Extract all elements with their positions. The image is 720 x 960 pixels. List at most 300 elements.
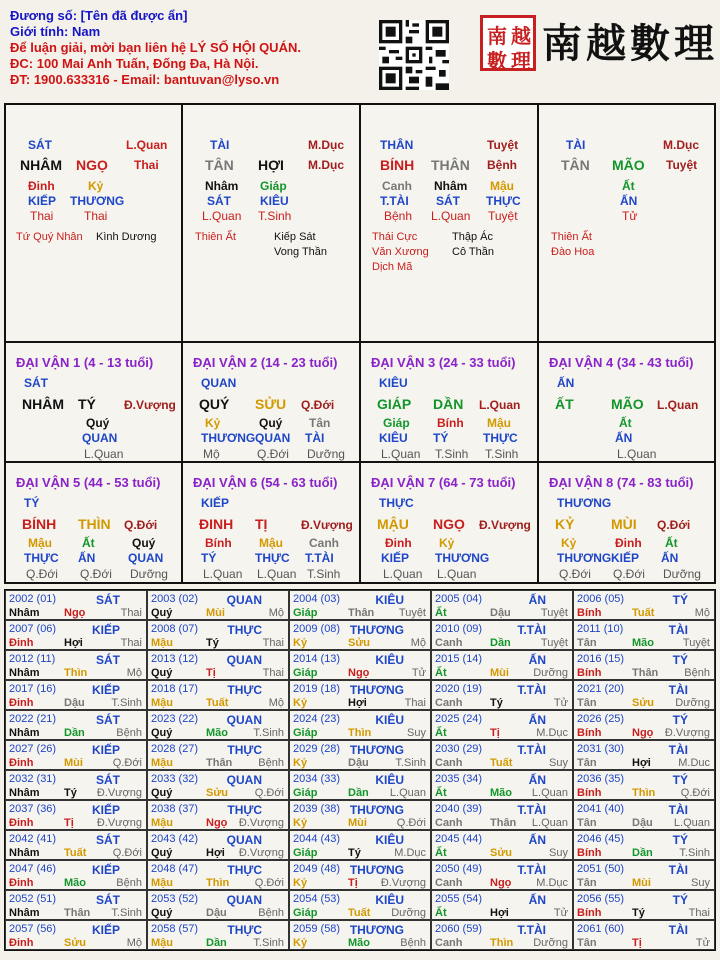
dai-van-title: ĐẠI VẬN 1 (4 - 13 tuổi) (16, 355, 154, 370)
year-chi: Dần (206, 937, 227, 949)
dai-van-thap-than: KIÊU (379, 376, 408, 390)
dai-van-hidden-stem: Quý (259, 416, 283, 430)
year-cell (431, 590, 573, 620)
year-cell (573, 920, 715, 950)
year-thap-than: T.TÀI (517, 623, 546, 637)
year-can: Mậu (151, 817, 173, 829)
year-can: Đinh (9, 697, 34, 709)
year-truong-sinh: Mộ (126, 937, 142, 949)
year-thap-than: KIẾP (91, 683, 120, 697)
year-thap-than: QUAN (226, 773, 262, 787)
year-can: Giáp (293, 787, 318, 799)
dai-van-hidden-star: ẤN (615, 431, 633, 445)
year-label: 2003 (02) (151, 593, 199, 605)
dai-van-hidden-star: T.TÀI (305, 551, 334, 565)
year-thap-than: KIÊU (375, 593, 404, 607)
year-label: 2052 (51) (9, 893, 57, 905)
year-truong-sinh: L.Quan (531, 817, 568, 829)
year-cell (431, 890, 573, 920)
year-thap-than: ẤN (528, 593, 546, 607)
dai-van-thap-than: THƯƠNG (557, 496, 612, 510)
year-thap-than: TÝ (672, 713, 688, 727)
year-truong-sinh: Bệnh (258, 907, 284, 919)
year-thap-than: TÝ (672, 773, 688, 787)
year-cell (5, 890, 147, 920)
pillar-can: BÍNH (380, 157, 415, 173)
year-chi: Mùi (348, 817, 367, 829)
year-cell (573, 830, 715, 860)
pillar-chi: THÂN (431, 157, 470, 173)
year-can: Mậu (151, 757, 173, 769)
year-cell (289, 860, 431, 890)
dai-van-hidden-stage: T.Sinh (307, 567, 341, 581)
year-label: 2035 (34) (435, 773, 483, 785)
year-chi: Sửu (490, 847, 513, 859)
year-chi: Thân (348, 607, 375, 619)
pillar-thap-than: TÀI (210, 138, 230, 152)
dai-van-hidden-stem: Canh (309, 536, 339, 550)
year-chi: Tị (64, 817, 74, 829)
shen-sha: Tứ Quý Nhân (16, 231, 83, 243)
year-can: Đinh (9, 637, 34, 649)
hidden-stem: Giáp (260, 179, 287, 193)
year-thap-than: TÝ (672, 653, 688, 667)
year-label: 2049 (48) (293, 863, 341, 875)
dai-van-hidden-stage: T.Sinh (485, 447, 519, 461)
year-truong-sinh: Đ.Vượng (380, 877, 426, 889)
year-can: Quý (151, 847, 173, 859)
year-thap-than: SÁT (96, 653, 120, 667)
hidden-star: SÁT (207, 194, 231, 208)
dai-van-can: ẤT (555, 396, 574, 412)
dai-van-title: ĐẠI VẬN 6 (54 - 63 tuổi) (193, 475, 338, 490)
hidden-star: THỰC (486, 194, 521, 208)
year-can: Đinh (9, 757, 34, 769)
year-can: Quý (151, 607, 173, 619)
year-label: 2020 (19) (435, 683, 483, 695)
dai-van-hidden-stem: Bính (437, 416, 464, 430)
year-chi: Ngọ (632, 727, 654, 739)
hidden-stage: T.Sinh (258, 209, 292, 223)
year-cell (431, 650, 573, 680)
year-chi: Tuất (490, 757, 513, 769)
year-chi: Dậu (206, 907, 227, 919)
year-chi: Dậu (64, 697, 85, 709)
hidden-star: ẤN (620, 194, 638, 208)
pillar-can: TÂN (561, 157, 590, 173)
dai-van-hidden-stem: Mậu (487, 416, 511, 430)
year-chi: Thìn (206, 877, 230, 889)
year-label: 2041 (40) (577, 803, 625, 815)
year-truong-sinh: Tử (695, 937, 710, 949)
hidden-stem: Nhâm (205, 179, 239, 193)
year-truong-sinh: Q.Đới (112, 757, 142, 769)
year-label: 2046 (45) (577, 833, 625, 845)
dai-van-title: ĐẠI VẬN 5 (44 - 53 tuổi) (16, 475, 161, 490)
year-label: 2059 (58) (293, 923, 341, 935)
dai-van-hidden-star: QUAN (255, 431, 291, 445)
dai-van-hidden-stem: Ất (82, 536, 95, 550)
year-thap-than: THƯƠNG (349, 623, 404, 637)
pillar-chi: HỢI (258, 157, 284, 173)
dai-van-hidden-star: TÝ (433, 431, 449, 445)
year-cell (289, 800, 431, 830)
year-truong-sinh: Suy (549, 757, 568, 769)
year-can: Nhâm (9, 727, 40, 739)
year-cell (5, 680, 147, 710)
year-cell (147, 860, 289, 890)
dai-van-title: ĐẠI VẬN 3 (24 - 33 tuổi) (371, 355, 516, 370)
hidden-star: THƯƠNG (70, 194, 125, 208)
year-cell (289, 620, 431, 650)
year-thap-than: KIÊU (375, 893, 404, 907)
year-chi: Thìn (64, 667, 88, 679)
year-chi: Mão (206, 727, 228, 739)
year-label: 2029 (28) (293, 743, 341, 755)
dai-van-thap-than: TÝ (24, 496, 40, 510)
year-cell (289, 740, 431, 770)
year-chi: Sửu (632, 697, 655, 709)
year-thap-than: KIẾP (91, 743, 120, 757)
dai-van-hidden-star: KIẾP (381, 551, 410, 565)
hidden-stage: Bệnh (384, 209, 413, 223)
year-cell (147, 680, 289, 710)
year-thap-than: TÝ (672, 893, 688, 907)
year-label: 2017 (16) (9, 683, 57, 695)
year-label: 2007 (06) (9, 623, 57, 635)
dai-van-truong-sinh: Đ.Vượng (124, 398, 176, 412)
dai-van-thap-than: KIẾP (201, 496, 230, 510)
year-truong-sinh: Tử (411, 667, 426, 679)
dai-van-hidden-stage: Q.Đới (559, 567, 591, 581)
seal-char: 越 (511, 24, 531, 48)
year-label: 2005 (04) (435, 593, 483, 605)
year-cell (5, 770, 147, 800)
year-truong-sinh: Dưỡng (533, 667, 568, 679)
pillar-truong-sinh-chi: Thai (134, 158, 159, 172)
year-can: Đinh (9, 817, 34, 829)
dai-van-hidden-stem: Kỷ (561, 536, 577, 550)
year-thap-than: THƯƠNG (349, 863, 404, 877)
year-truong-sinh: Bệnh (116, 877, 142, 889)
year-chi: Thìn (490, 937, 514, 949)
year-cell (5, 800, 147, 830)
year-cell (147, 770, 289, 800)
year-cell (5, 740, 147, 770)
year-truong-sinh: Mộ (268, 697, 284, 709)
year-label: 2004 (03) (293, 593, 341, 605)
dai-van-hidden-stage: Q.Đới (80, 567, 112, 581)
year-truong-sinh: Tuyệt (682, 637, 710, 649)
year-thap-than: QUAN (226, 593, 262, 607)
year-chi: Mão (348, 937, 370, 949)
year-thap-than: KIẾP (91, 923, 120, 937)
year-thap-than: KIÊU (375, 773, 404, 787)
year-label: 2033 (32) (151, 773, 199, 785)
dai-van-hidden-star: KIẾP (611, 551, 640, 565)
year-can: Tân (577, 877, 597, 889)
year-thap-than: KIẾP (91, 623, 120, 637)
year-truong-sinh: L.Quan (673, 817, 710, 829)
year-label: 2009 (08) (293, 623, 341, 635)
dai-van-can: NHÂM (22, 396, 64, 412)
year-truong-sinh: Tử (553, 697, 568, 709)
year-chi: Mão (64, 877, 86, 889)
year-cell (431, 920, 573, 950)
year-can: Kỷ (293, 637, 308, 649)
year-can: Đinh (9, 877, 34, 889)
year-label: 2058 (57) (151, 923, 199, 935)
year-label: 2051 (50) (577, 863, 625, 875)
year-cell (431, 620, 573, 650)
hidden-stage: Tử (622, 209, 638, 223)
year-thap-than: ẤN (528, 653, 546, 667)
year-cell (289, 590, 431, 620)
year-label: 2006 (05) (577, 593, 625, 605)
dai-van-truong-sinh: L.Quan (657, 398, 699, 412)
year-truong-sinh: Dưỡng (391, 907, 426, 919)
year-thap-than: TÀI (668, 863, 688, 877)
year-chi: Dậu (632, 817, 653, 829)
year-thap-than: KIÊU (375, 713, 404, 727)
year-truong-sinh: Bệnh (400, 937, 426, 949)
dai-van-hidden-stage: T.Sinh (435, 447, 469, 461)
year-can: Ất (435, 607, 447, 619)
year-label: 2050 (49) (435, 863, 483, 875)
year-label: 2018 (17) (151, 683, 199, 695)
year-can: Quý (151, 667, 173, 679)
year-chi: Dần (64, 727, 85, 739)
year-can: Bính (577, 787, 602, 799)
dai-van-can: QUÝ (199, 396, 230, 412)
annual-luck-grid (4, 589, 716, 951)
year-cell (573, 590, 715, 620)
year-truong-sinh: Q.Đới (254, 787, 284, 799)
year-label: 2057 (56) (9, 923, 57, 935)
year-can: Kỷ (293, 877, 308, 889)
year-chi: Dậu (490, 607, 511, 619)
year-cell (289, 920, 431, 950)
year-cell (5, 590, 147, 620)
dai-van-title: ĐẠI VẬN 4 (34 - 43 tuổi) (549, 355, 694, 370)
dai-van-chi: TÝ (78, 396, 96, 412)
address-line: ĐC: 100 Mai Anh Tuấn, Đống Đa, Hà Nội. (10, 56, 259, 71)
year-chi: Hợi (64, 637, 83, 649)
year-label: 2021 (20) (577, 683, 625, 695)
year-chi: Tý (632, 907, 645, 919)
year-truong-sinh: Suy (549, 847, 568, 859)
year-cell (431, 710, 573, 740)
year-thap-than: ẤN (528, 833, 546, 847)
year-cell (573, 740, 715, 770)
year-label: 2026 (25) (577, 713, 625, 725)
year-truong-sinh: Đ.Vượng (238, 847, 284, 859)
year-can: Kỷ (293, 937, 308, 949)
dai-van-hidden-star: ẤN (78, 551, 96, 565)
year-can: Canh (435, 877, 463, 889)
dai-van-truong-sinh: L.Quan (479, 398, 521, 412)
dai-van-hidden-star: QUAN (128, 551, 164, 565)
dai-van-hidden-stage: Q.Đới (257, 447, 289, 461)
shen-sha: Thiên Ất (195, 231, 236, 243)
year-truong-sinh: Dưỡng (533, 937, 568, 949)
year-label: 2039 (38) (293, 803, 341, 815)
year-chi: Tuất (632, 607, 655, 619)
year-thap-than: T.TÀI (517, 743, 546, 757)
year-truong-sinh: Q.Đới (254, 877, 284, 889)
year-can: Mậu (151, 937, 173, 949)
year-cell (573, 620, 715, 650)
year-chi: Ngọ (490, 877, 512, 889)
year-label: 2034 (33) (293, 773, 341, 785)
dai-van-hidden-stage: L.Quan (381, 447, 421, 461)
dai-van-hidden-star: QUAN (82, 431, 118, 445)
dai-van-truong-sinh: Q.Đới (301, 398, 335, 412)
year-thap-than: SÁT (96, 833, 120, 847)
year-can: Mậu (151, 877, 173, 889)
dai-van-hidden-stem: Ất (665, 536, 678, 550)
pillar-thap-than: SÁT (28, 138, 52, 152)
year-label: 2061 (60) (577, 923, 625, 935)
year-truong-sinh: M.Duc (678, 757, 710, 769)
pillar-can: NHÂM (20, 157, 62, 173)
hidden-stage: Tuyệt (488, 209, 518, 223)
dai-van-can: MẬU (377, 516, 409, 532)
dai-van-hidden-star: KIÊU (379, 431, 408, 445)
year-can: Ất (435, 907, 447, 919)
year-truong-sinh: Q.Đới (680, 787, 710, 799)
pillar-truong-sinh-can: Tuyệt (487, 138, 519, 152)
year-can: Bính (577, 907, 602, 919)
year-can: Đinh (9, 937, 34, 949)
year-thap-than: TÝ (672, 833, 688, 847)
pillar-truong-sinh-can: L.Quan (126, 138, 168, 152)
year-cell (147, 890, 289, 920)
year-chi: Tý (64, 787, 77, 799)
dai-van-chi: DẦN (433, 396, 464, 412)
year-can: Giáp (293, 907, 318, 919)
year-cell (431, 800, 573, 830)
pillar-chi: NGỌ (76, 157, 108, 173)
year-thap-than: THỰC (227, 803, 262, 817)
hidden-stage: Thai (84, 209, 108, 223)
year-cell (289, 830, 431, 860)
year-label: 2043 (42) (151, 833, 199, 845)
year-label: 2044 (43) (293, 833, 341, 845)
year-chi: Mùi (64, 757, 83, 769)
pillar-truong-sinh-can: M.Dục (308, 138, 344, 152)
year-truong-sinh: Tuyệt (540, 607, 568, 619)
year-truong-sinh: Tuyệt (398, 607, 426, 619)
year-thap-than: T.TÀI (517, 863, 546, 877)
chart-board (4, 103, 716, 584)
seal-char: 南 (487, 24, 507, 48)
shen-sha: Thái Cực (372, 231, 418, 243)
dai-van-chi: MÃO (611, 396, 644, 412)
dai-van-hidden-star: THỰC (255, 551, 290, 565)
seal-char: 數 (487, 49, 507, 73)
year-chi: Hợi (348, 697, 367, 709)
year-cell (573, 650, 715, 680)
year-can: Tân (577, 637, 597, 649)
year-label: 2040 (39) (435, 803, 483, 815)
year-label: 2037 (36) (9, 803, 57, 815)
dai-van-can: KỶ (555, 516, 575, 532)
hidden-stem: Kỷ (88, 179, 104, 193)
year-cell (289, 710, 431, 740)
year-can: Ất (435, 727, 447, 739)
year-label: 2016 (15) (577, 653, 625, 665)
dai-van-hidden-stage: L.Quan (383, 567, 423, 581)
dai-van-hidden-stem: Mậu (259, 536, 283, 550)
year-thap-than: THƯƠNG (349, 743, 404, 757)
brand-logo: 南越數理 (542, 20, 718, 67)
year-chi: Mùi (206, 607, 225, 619)
year-cell (573, 770, 715, 800)
pillar-truong-sinh-can: M.Dục (663, 138, 699, 152)
dai-van-hidden-stage: Dưỡng (130, 567, 168, 581)
year-thap-than: T.TÀI (517, 683, 546, 697)
dai-van-title: ĐẠI VẬN 8 (74 - 83 tuổi) (549, 475, 694, 490)
year-truong-sinh: M.Dục (536, 727, 568, 739)
year-thap-than: SÁT (96, 593, 120, 607)
year-cell (431, 830, 573, 860)
year-chi: Hợi (632, 757, 651, 769)
dai-van-can: GIÁP (377, 396, 412, 412)
dai-van-truong-sinh: Đ.Vượng (301, 518, 353, 532)
year-chi: Dần (632, 847, 653, 859)
year-thap-than: T.TÀI (517, 923, 546, 937)
year-label: 2010 (09) (435, 623, 483, 635)
year-truong-sinh: Suy (691, 877, 710, 889)
red-seal-logo (480, 15, 536, 71)
year-label: 2054 (53) (293, 893, 341, 905)
year-can: Ất (435, 787, 447, 799)
year-chi: Sửu (206, 787, 229, 799)
year-thap-than: THƯƠNG (349, 683, 404, 697)
year-label: 2028 (27) (151, 743, 199, 755)
dai-van-hidden-star: THƯƠNG (435, 551, 490, 565)
year-cell (289, 650, 431, 680)
year-chi: Dậu (348, 757, 369, 769)
year-chi: Ngọ (206, 817, 228, 829)
year-cell (5, 920, 147, 950)
year-label: 2019 (18) (293, 683, 341, 695)
year-chi: Tị (490, 727, 500, 739)
year-chi: Thân (206, 757, 233, 769)
hidden-stem: Nhâm (434, 179, 468, 193)
year-chi: Tuất (206, 697, 229, 709)
year-cell (5, 650, 147, 680)
year-thap-than: KIẾP (91, 863, 120, 877)
year-can: Nhâm (9, 667, 40, 679)
year-thap-than: THỰC (227, 863, 262, 877)
year-truong-sinh: Q.Đới (112, 847, 142, 859)
year-label: 2011 (10) (577, 623, 624, 635)
year-chi: Mùi (632, 877, 651, 889)
year-thap-than: THỰC (227, 743, 262, 757)
hidden-star: KIÊU (260, 194, 289, 208)
year-chi: Tý (206, 637, 219, 649)
year-thap-than: THƯƠNG (349, 803, 404, 817)
shen-sha: Đào Hoa (551, 246, 595, 258)
year-label: 2056 (55) (577, 893, 625, 905)
year-chi: Mão (632, 637, 654, 649)
year-truong-sinh: T.Sinh (111, 697, 142, 709)
dai-van-truong-sinh: Q.Đới (124, 518, 158, 532)
dai-van-hidden-stem: Đinh (615, 536, 642, 550)
year-thap-than: KIÊU (375, 833, 404, 847)
